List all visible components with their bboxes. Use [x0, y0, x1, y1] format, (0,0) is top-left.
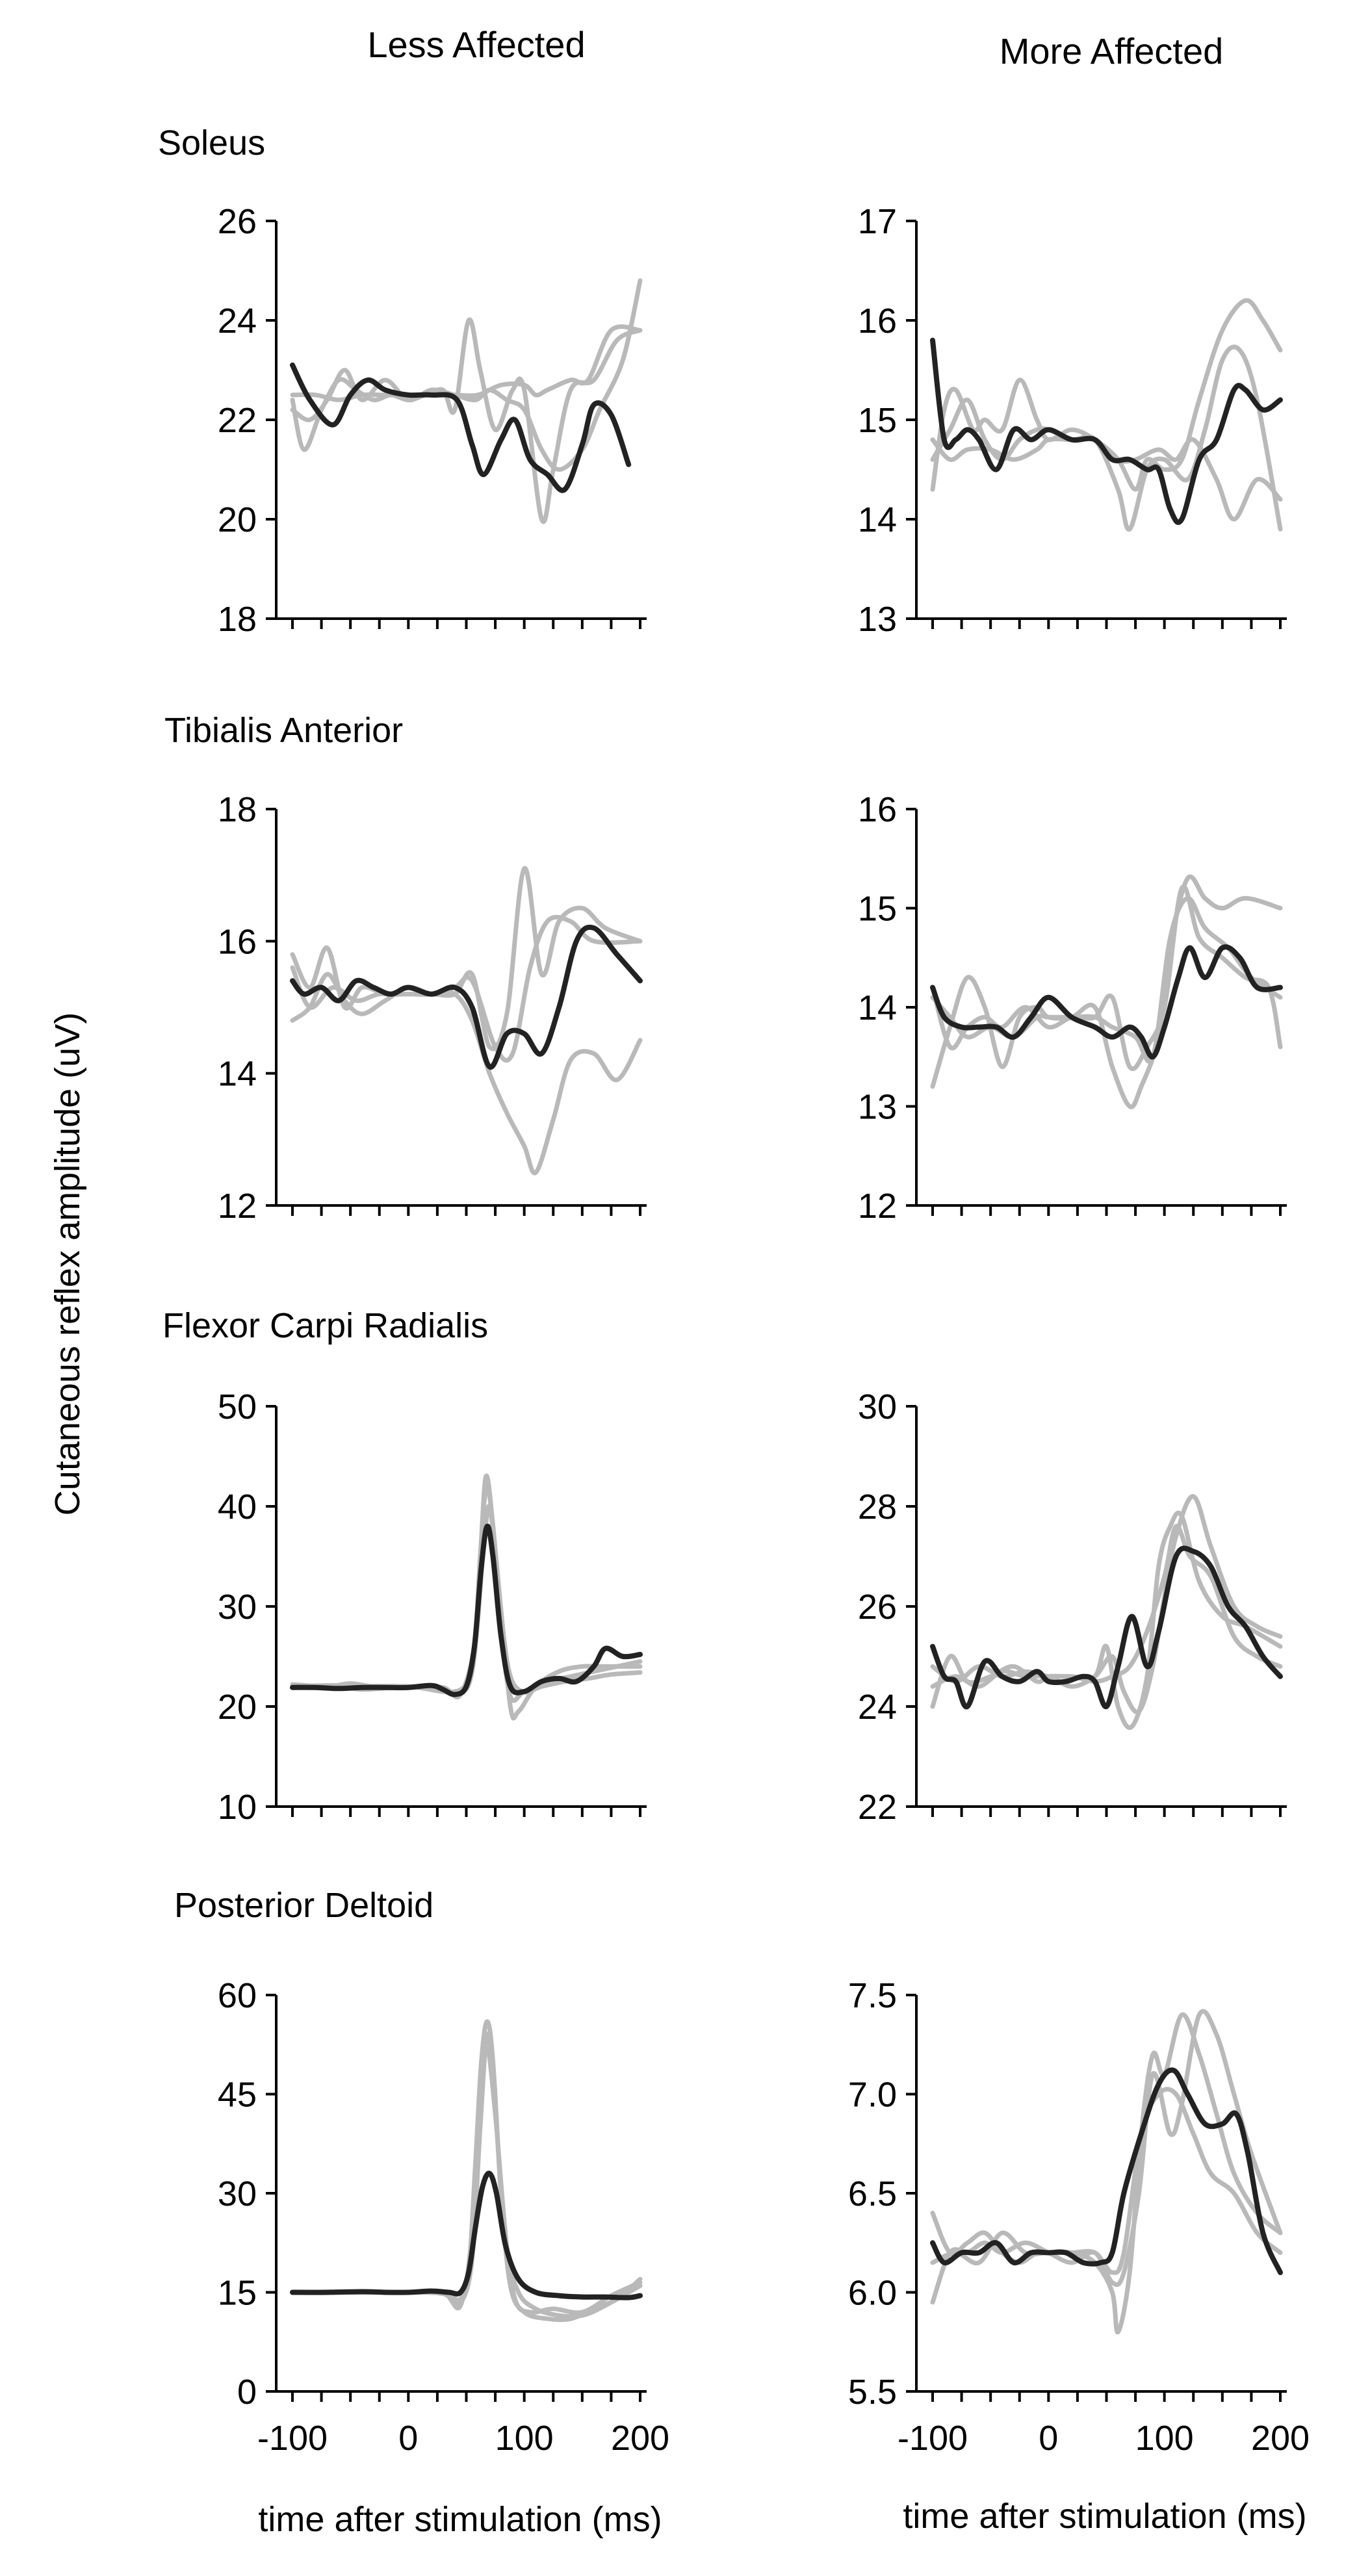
black-trace	[292, 2173, 640, 2297]
muscle-title-tibialis-anterior: Tibialis Anterior	[164, 711, 404, 750]
y-tick-label: 45	[217, 2075, 257, 2115]
x-tick-label: -100	[897, 2419, 968, 2458]
panel-0	[218, 202, 647, 639]
x-tick-label: -100	[257, 2419, 328, 2458]
x-tick-label: 100	[495, 2419, 554, 2458]
black-trace	[933, 341, 1280, 522]
y-tick-label: 14	[857, 500, 897, 539]
gray-trace	[292, 868, 640, 1049]
y-tick-label: 16	[857, 302, 897, 341]
x-tick-label: 200	[1250, 2419, 1310, 2458]
panel-1	[858, 202, 1287, 639]
y-tick-label: 13	[857, 1087, 897, 1127]
y-tick-label: 0	[237, 2373, 257, 2412]
y-axis-label: Cutaneous reflex amplitude (uV)	[48, 1012, 87, 1516]
muscle-title-flexor-carpi-radialis: Flexor Carpi Radialis	[162, 1306, 489, 1345]
y-tick-label: 24	[857, 1688, 897, 1727]
y-tick-label: 7.0	[847, 2075, 897, 2115]
y-tick-label: 14	[857, 988, 897, 1027]
y-tick-label: 50	[217, 1387, 257, 1426]
y-tick-label: 6.5	[847, 2174, 897, 2213]
y-tick-label: 14	[217, 1054, 257, 1094]
y-tick-label: 18	[217, 790, 257, 829]
y-tick-label: 16	[857, 790, 897, 829]
y-tick-label: 60	[217, 1976, 257, 2015]
y-tick-label: 5.5	[847, 2373, 897, 2412]
gray-trace	[933, 2015, 1280, 2332]
y-tick-label: 40	[217, 1488, 257, 1526]
y-tick-label: 16	[217, 922, 257, 962]
y-tick-label: 17	[857, 202, 897, 241]
muscle-title-posterior-deltoid: Posterior Deltoid	[174, 1886, 434, 1925]
y-tick-label: 26	[217, 202, 257, 241]
y-tick-label: 30	[217, 2174, 257, 2213]
gray-trace	[292, 917, 640, 1061]
panel-2	[218, 790, 647, 1226]
y-tick-label: 20	[217, 1688, 257, 1727]
black-trace	[292, 927, 640, 1067]
gray-trace	[933, 877, 1280, 1107]
column-title-left: Less Affected	[367, 24, 586, 65]
y-tick-label: 20	[217, 500, 257, 539]
x-tick-label: 100	[1135, 2419, 1194, 2458]
column-title-right: More Affected	[999, 31, 1224, 71]
y-tick-label: 13	[857, 600, 897, 639]
panel-7	[848, 1976, 1310, 2458]
gray-trace	[933, 347, 1280, 530]
y-tick-label: 24	[217, 302, 257, 341]
y-tick-label: 12	[857, 1187, 897, 1226]
y-tick-label: 22	[217, 401, 257, 440]
y-tick-label: 26	[857, 1588, 897, 1627]
y-tick-label: 18	[217, 600, 257, 639]
y-tick-label: 12	[217, 1187, 257, 1226]
y-tick-label: 30	[857, 1387, 897, 1426]
muscle-title-soleus: Soleus	[158, 123, 266, 162]
x-tick-label: 0	[398, 2419, 419, 2458]
y-tick-label: 6.0	[847, 2273, 897, 2313]
y-tick-label: 22	[857, 1788, 897, 1827]
panel-5	[858, 1387, 1287, 1827]
panel-4	[218, 1387, 647, 1827]
y-tick-label: 28	[857, 1488, 897, 1526]
gray-trace	[292, 974, 640, 1173]
y-tick-label: 15	[857, 889, 897, 929]
y-tick-label: 15	[217, 2273, 257, 2313]
panel-6	[218, 1976, 669, 2458]
y-tick-label: 7.5	[847, 1976, 897, 2015]
black-trace	[292, 1526, 640, 1695]
panel-3	[858, 790, 1287, 1226]
gray-trace	[292, 281, 640, 470]
x-tick-label: 0	[1039, 2419, 1059, 2458]
x-axis-label-left: time after stimulation (ms)	[258, 2500, 662, 2539]
y-tick-label: 15	[857, 401, 897, 440]
y-tick-label: 30	[217, 1588, 257, 1627]
x-tick-label: 200	[610, 2419, 670, 2458]
x-axis-label-right: time after stimulation (ms)	[903, 2497, 1307, 2536]
y-tick-label: 10	[217, 1788, 257, 1827]
